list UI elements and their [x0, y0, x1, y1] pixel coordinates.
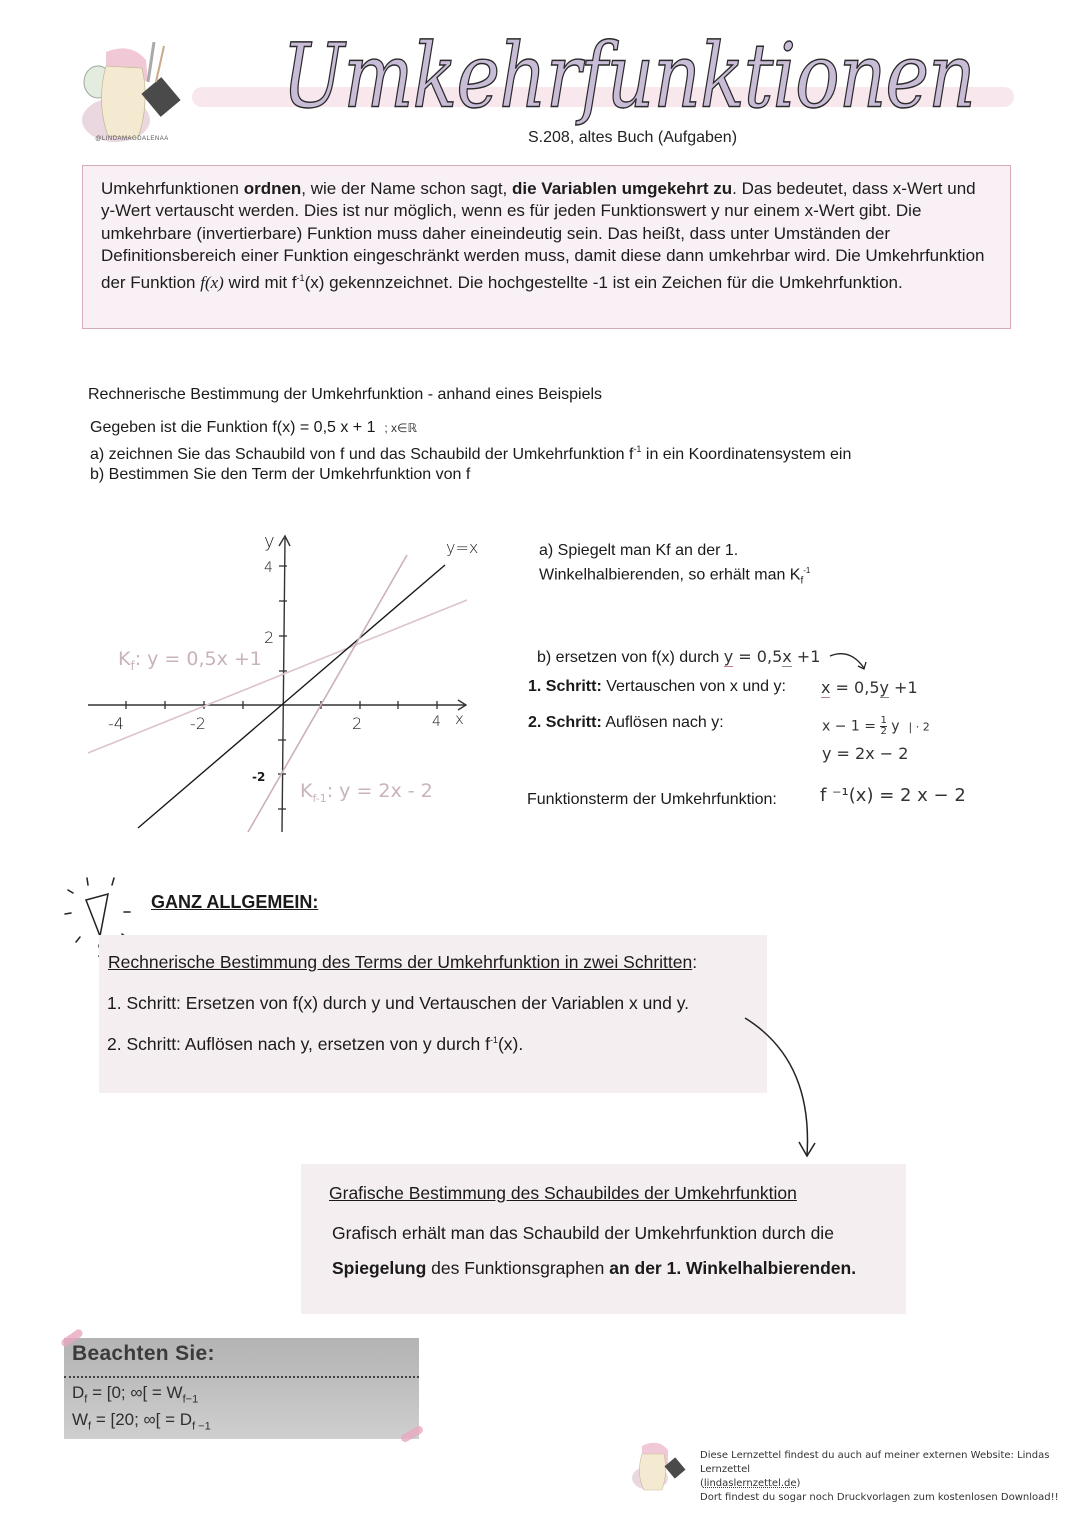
- note-line-2: $W_f = [20$; ∞[ = $D_{f -1}$: [72, 1410, 211, 1433]
- term-value: f ⁻¹(x) = 2 x − 2: [820, 785, 966, 806]
- tick-x-4: 4: [432, 714, 441, 730]
- step2-text: 2. Schritt: Auflösen nach y:: [528, 714, 724, 731]
- solution-part-a: a) Spiegelt man Kf an der 1. Winkelhalbierenden, so erhält man $K_f^{-1}$: [539, 542, 811, 587]
- y-axis-label: y: [264, 531, 275, 552]
- line-kf: [88, 600, 467, 753]
- solution-part-b: b) ersetzen von f(x) durch y = 0,5x +1: [537, 647, 821, 666]
- x-axis-label: x: [455, 710, 464, 728]
- curved-arrow-icon: [828, 648, 870, 674]
- coordinate-graph: [80, 520, 500, 840]
- term-label: Funktionsterm der Umkehrfunktion:: [527, 791, 777, 808]
- step1-text: 1. Schritt: Vertauschen von x und y:: [528, 678, 786, 695]
- example-task: Gegeben ist die Funktion f(x) = 0,5 x + 1 ; x∈ℝ a) zeichnen Sie das Schaubild von f und das Schaubild der Umkehrfunktion $f^{-1}$ in ein Koordinatensystem ein b) Bestimmen Sie den Term der Umkehrfunktion von f: [90, 419, 852, 483]
- footer-logo-icon: [628, 1438, 688, 1494]
- connector-arrow-icon: [735, 1010, 835, 1165]
- page-title: Umkehrfunktionen: [282, 24, 975, 128]
- tick-y-2: 2: [264, 628, 275, 647]
- author-handle: @LINDAMAGDALENAA: [95, 136, 169, 142]
- footer-text: Diese Lernzettel findest du auch auf meiner externen Website: Lindas Lernzettel (lindaslernzettel.de) Dort findest du sogar noch Druckvorlagen zum kostenlosen Download!!: [700, 1450, 1059, 1503]
- author-logo-icon: [76, 42, 186, 146]
- step1-equation: x = 0,5y +1: [821, 678, 918, 697]
- example-heading: Rechnerische Bestimmung der Umkehrfunktion - anhand eines Beispiels: [88, 386, 603, 403]
- intro-box: [82, 165, 1011, 329]
- tick-y-minus-2: -2: [252, 770, 266, 784]
- tick-x-2: 2: [352, 714, 363, 733]
- general-step-2: 2. Schritt: Auflösen nach y, ersetzen von y durch $f^{-1}(x)$.: [107, 1034, 524, 1054]
- step2-equation-2: y = 2x − 2: [822, 744, 909, 763]
- website-link[interactable]: lindaslernzettel.de: [703, 1478, 797, 1489]
- tick-y-4: 4: [264, 560, 273, 576]
- step2-equation-1: x − 1 = $\frac{1}{2}$ y | · 2: [822, 715, 930, 737]
- graphical-line-1: Grafisch erhält man das Schaubild der Umkehrfunktion durch die: [332, 1223, 834, 1243]
- tick-x-minus-4: -4: [108, 714, 124, 733]
- page-subtitle: S.208, altes Buch (Aufgaben): [528, 129, 738, 146]
- label-kf-inverse: $K_{f-1}$: y = 2x - 2: [300, 780, 433, 805]
- graphical-heading: Grafische Bestimmung des Schaubildes der Umkehrfunktion: [329, 1183, 797, 1203]
- note-divider: [64, 1376, 419, 1378]
- label-kf: $K_f$: y = 0,5x +1: [118, 648, 262, 673]
- note-line-1: $D_f = [0$; ∞[ = $W_{f-1}$: [72, 1383, 199, 1406]
- note-title: Beachten Sie:: [72, 1342, 215, 1365]
- label-y-equals-x: y=x: [446, 538, 479, 557]
- general-title: GANZ ALLGEMEIN:: [151, 892, 319, 912]
- tick-x-minus-2: -2: [190, 714, 206, 733]
- intro-text: Umkehrfunktionen ordnen, wie der Name schon sagt, die Variablen umgekehrt zu. Das bedeutet, dass x-Wert und y-Wert vertauscht werden. Dies ist nur möglich, wenn es für jeden Funktionswert y nur einem x-Wert gibt. Die umkehrbare (invertierbare) Funktion muss daher eineindeutig sein. Das heißt, dass unter Umständen der Definitionsbereich einer Funktion eingeschränkt werden muss, damit diese dann umkehrbar wird. Die Umkehrfunktion der Funktion f(x) wird mit $f^{-1}(x)$ gekennzeichnet. Die hochgestellte -1 ist ein Zeichen für die Umkehrfunktion.: [101, 179, 985, 293]
- general-step-1: 1. Schritt: Ersetzen von f(x) durch y und Vertauschen der Variablen x und y.: [107, 993, 690, 1013]
- general-box-heading: Rechnerische Bestimmung des Terms der Umkehrfunktion in zwei Schritten:: [108, 952, 698, 972]
- graphical-line-2: Spiegelung des Funktionsgraphen an der 1. Winkelhalbierenden.: [332, 1258, 857, 1278]
